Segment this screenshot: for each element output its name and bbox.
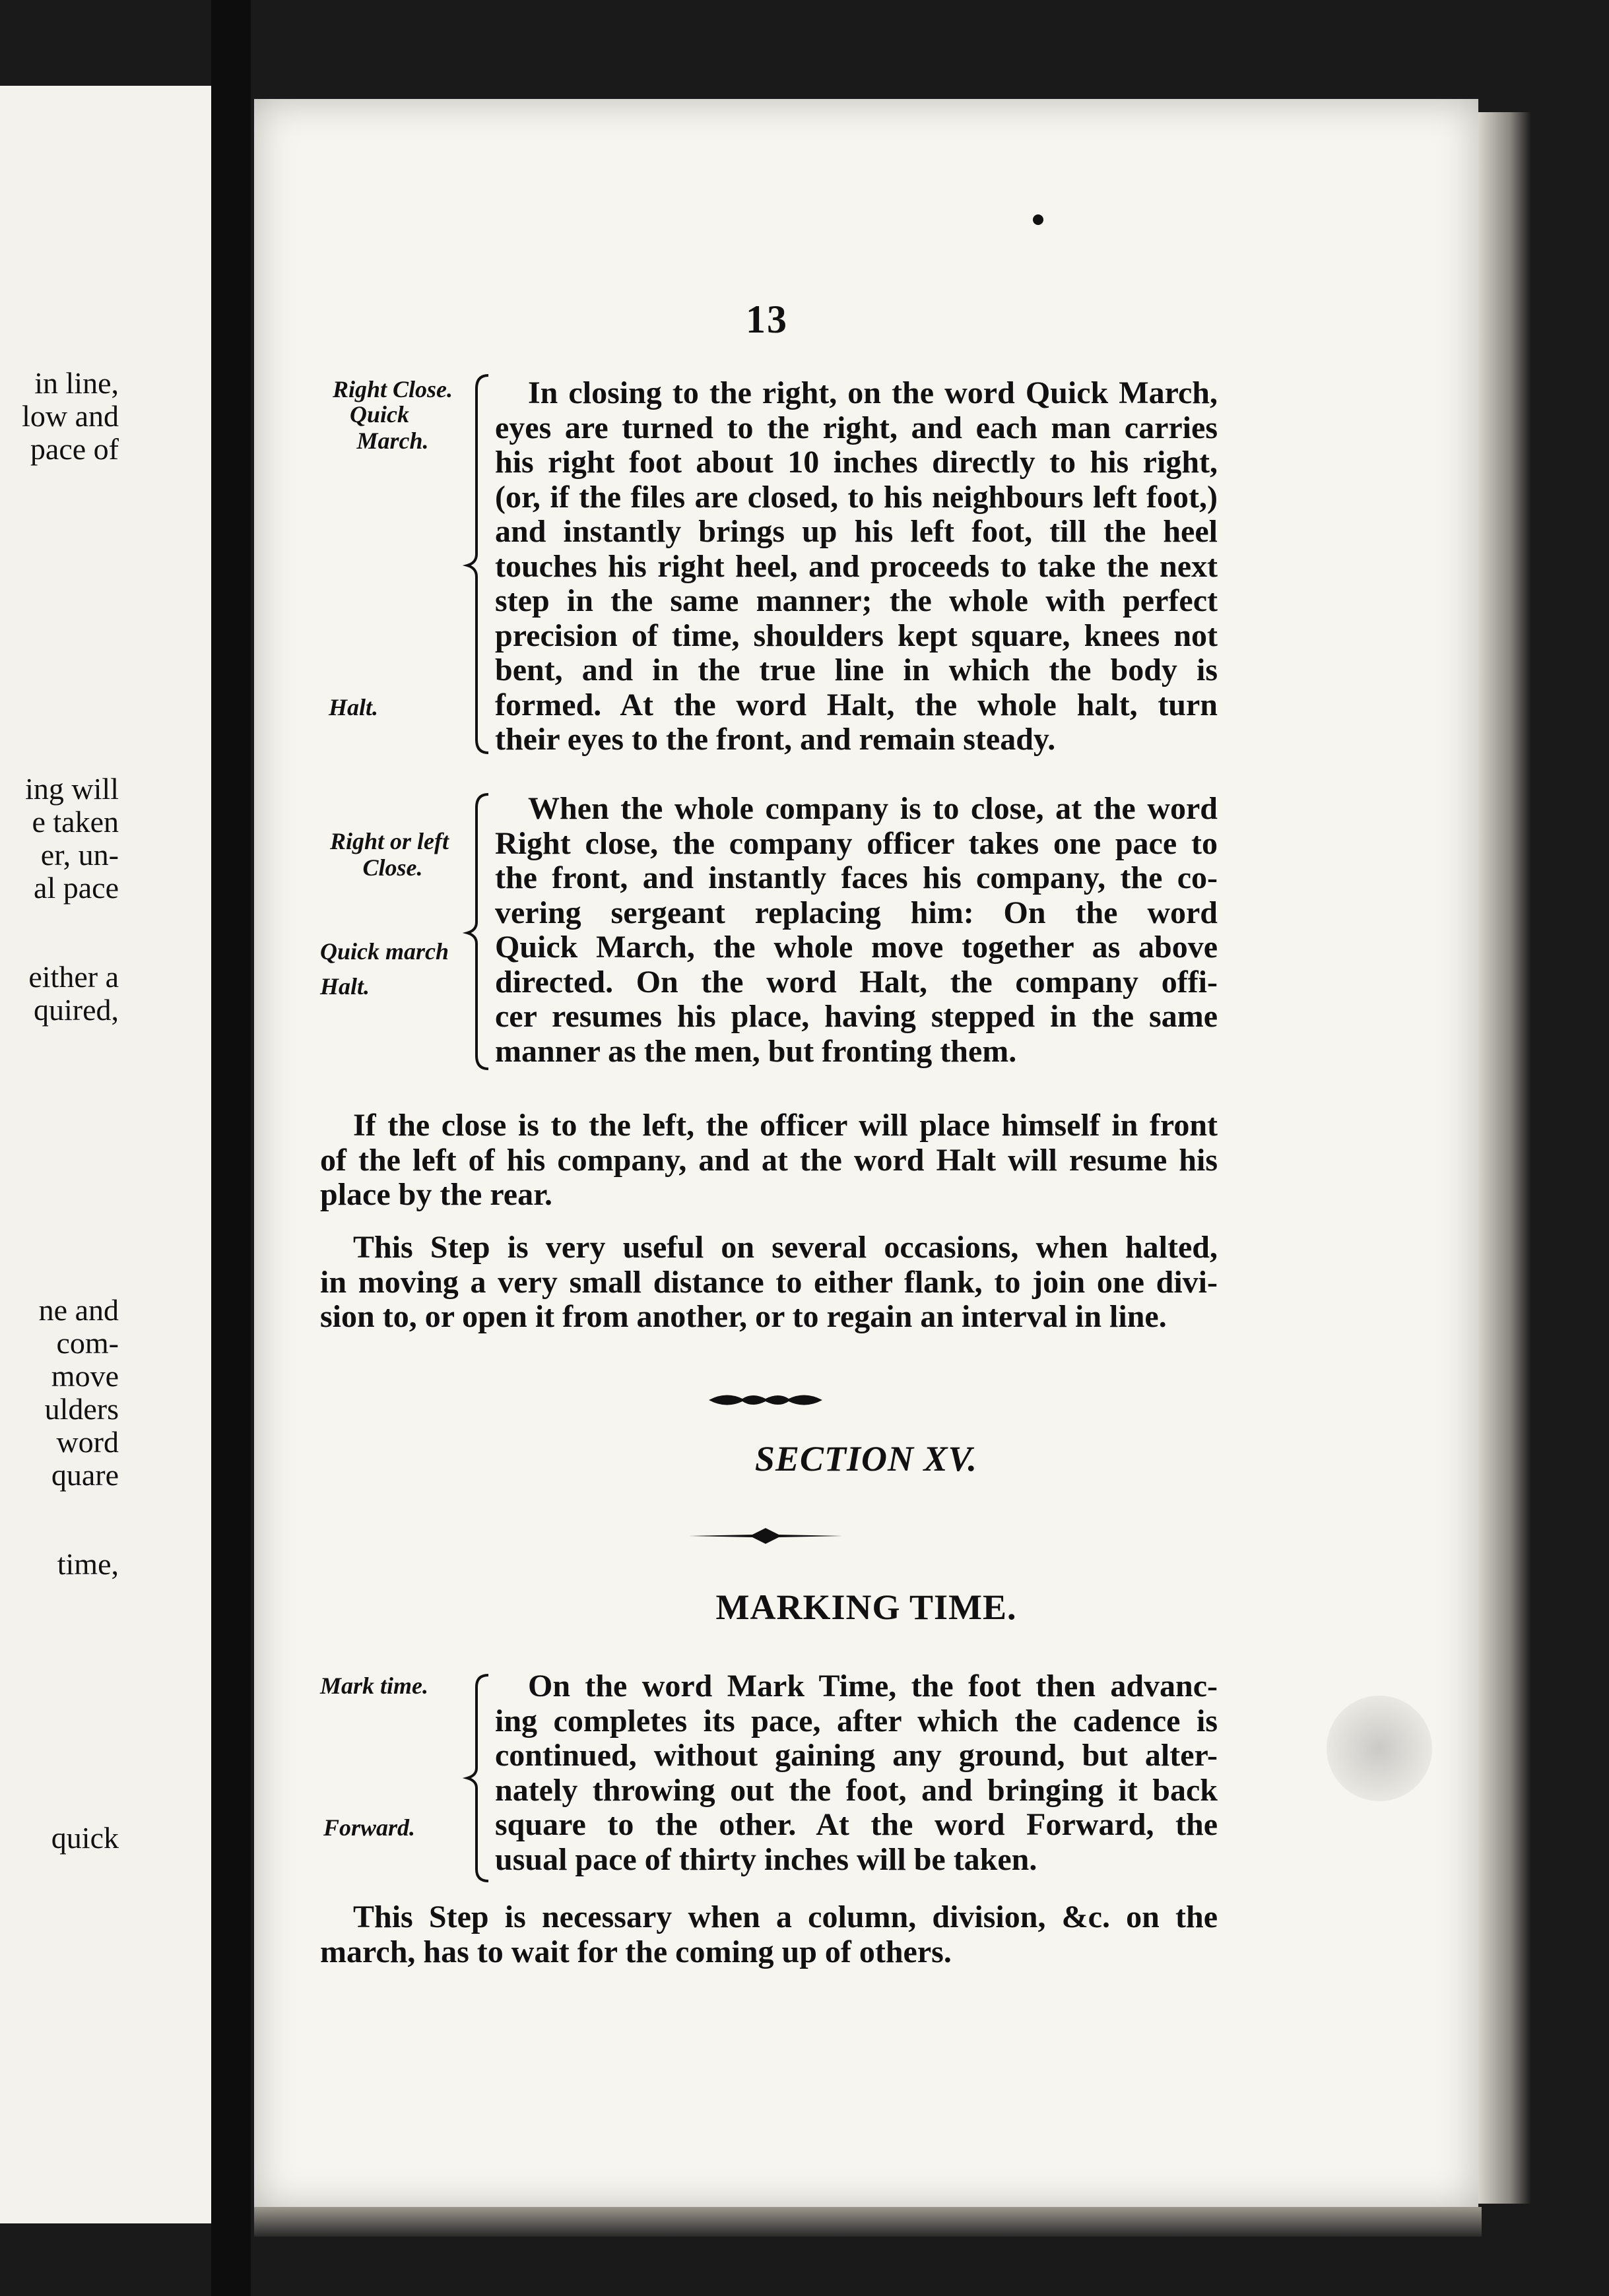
paragraph-step-useful xyxy=(320,1230,1218,1335)
left-fragment: in line, xyxy=(34,366,119,400)
margin-note-march: March. xyxy=(356,428,429,454)
text-line: in moving a very small distance to either flank, to join one divi- xyxy=(320,1264,1218,1300)
left-fragment: quired, xyxy=(33,993,119,1027)
section-title: SECTION XV. xyxy=(754,1439,978,1479)
text-line: sion to, or open it from another, or to regain an interval in line. xyxy=(320,1299,1167,1334)
left-fragment: pace of xyxy=(30,432,119,466)
margin-note-halt: Halt. xyxy=(329,694,379,720)
section-subtitle: MARKING TIME. xyxy=(715,1587,1017,1627)
curly-brace xyxy=(462,1673,495,1884)
margin-note-forward: Forward. xyxy=(323,1814,416,1841)
left-fragment: quick xyxy=(51,1821,119,1855)
margin-note-close: Close. xyxy=(362,854,423,881)
page-edge xyxy=(1478,112,1531,2204)
text-line: This Step is necessary when a column, division, &c. on the xyxy=(353,1899,1218,1934)
paper-stain xyxy=(1327,1696,1432,1801)
text-line: If the close is to the left, the officer will place himself in front xyxy=(353,1108,1218,1143)
text-line: usual pace of thirty inches will be taken. xyxy=(495,1841,1037,1877)
text-line: the front, and instantly faces his company, the co- xyxy=(495,860,1218,895)
margin-note-quick: Quick xyxy=(350,401,409,428)
text-line: their eyes to the front, and remain steady. xyxy=(495,722,1056,757)
left-fragment: either a xyxy=(28,960,119,994)
text-line: square to the other. At the word Forward, the xyxy=(495,1807,1218,1842)
text-line: (or, if the files are closed, to his neighbours left foot,) xyxy=(495,479,1218,515)
margin-note-halt: Halt. xyxy=(320,973,370,1000)
left-fragment: e taken xyxy=(32,805,119,839)
text-line: In closing to the right, on the word Quick March, xyxy=(528,375,1218,410)
text-line: place by the rear. xyxy=(320,1177,552,1212)
text-line: vering sergeant replacing him: On the word xyxy=(495,895,1218,930)
ornament-rule xyxy=(686,1524,845,1548)
text-line: manner as the men, but fronting them. xyxy=(495,1033,1017,1069)
text-line: and instantly brings up his left foot, till the heel xyxy=(495,514,1218,549)
page-number: 13 xyxy=(746,298,788,341)
text-line: continued, without gaining any ground, but alter- xyxy=(495,1738,1218,1773)
paragraph-closing-right xyxy=(495,376,1218,757)
margin-note-right-close: Right Close. xyxy=(332,376,453,402)
text-line: precision of time, shoulders kept square, knees not xyxy=(495,618,1218,653)
margin-note-quick-march: Quick march xyxy=(320,938,449,965)
left-fragment: time, xyxy=(57,1547,119,1581)
left-fragment: ne and xyxy=(38,1293,119,1327)
text-line: This Step is very useful on several occasions, when halted, xyxy=(353,1230,1218,1265)
text-line: march, has to wait for the coming up of others. xyxy=(320,1934,952,1969)
left-fragment: word xyxy=(56,1425,119,1459)
text-line: Right close, the company officer takes one pace to xyxy=(495,825,1218,861)
paragraph-company-close xyxy=(495,792,1218,1069)
text-line: bent, and in the true line in which the body is xyxy=(495,653,1218,687)
page-bottom-edge xyxy=(254,2207,1482,2237)
paragraph-close-left xyxy=(320,1108,1218,1213)
text-line: formed. At the word Halt, the whole halt, turn xyxy=(495,687,1218,722)
left-fragment: move xyxy=(51,1359,119,1393)
left-fragment: al pace xyxy=(34,871,119,905)
text-line: When the whole company is to close, at the word xyxy=(528,791,1218,826)
left-fragment: low and xyxy=(22,399,119,433)
text-line: cer resumes his place, having stepped in the same xyxy=(495,999,1218,1034)
ink-dot xyxy=(1033,214,1043,225)
curly-brace xyxy=(462,373,495,755)
curly-brace xyxy=(462,792,495,1072)
left-fragment: com- xyxy=(56,1326,119,1360)
text-line: nately throwing out the foot, and bringing it back xyxy=(495,1772,1218,1808)
text-line: his right foot about 10 inches directly to his right, xyxy=(495,445,1218,480)
facing-page xyxy=(0,86,218,2223)
book-spine xyxy=(211,0,251,2296)
text-line: On the word Mark Time, the foot then advanc- xyxy=(528,1669,1218,1704)
text-line: ing completes its pace, after which the cadence is xyxy=(495,1703,1218,1738)
text-line: directed. On the word Halt, the company offi- xyxy=(495,964,1218,1000)
ornament-divider xyxy=(706,1386,825,1415)
text-line: eyes are turned to the right, and each man carries xyxy=(495,410,1218,445)
text-line: touches his right heel, and proceeds to take the next xyxy=(495,548,1218,584)
left-fragment: er, un- xyxy=(40,838,119,872)
left-fragment: quare xyxy=(51,1458,119,1492)
left-fragment: ing will xyxy=(25,772,119,806)
paragraph-step-necessary xyxy=(320,1900,1218,1969)
margin-note-right-or-left: Right or left xyxy=(329,828,449,854)
text-line: step in the same manner; the whole with perfect xyxy=(495,583,1218,618)
paragraph-mark-time xyxy=(495,1669,1218,1877)
margin-note-mark-time: Mark time. xyxy=(320,1673,429,1699)
text-line: of the left of his company, and at the word Halt will resume his xyxy=(320,1142,1218,1178)
left-fragment: ulders xyxy=(44,1392,119,1426)
text-line: Quick March, the whole move together as above xyxy=(495,930,1218,965)
